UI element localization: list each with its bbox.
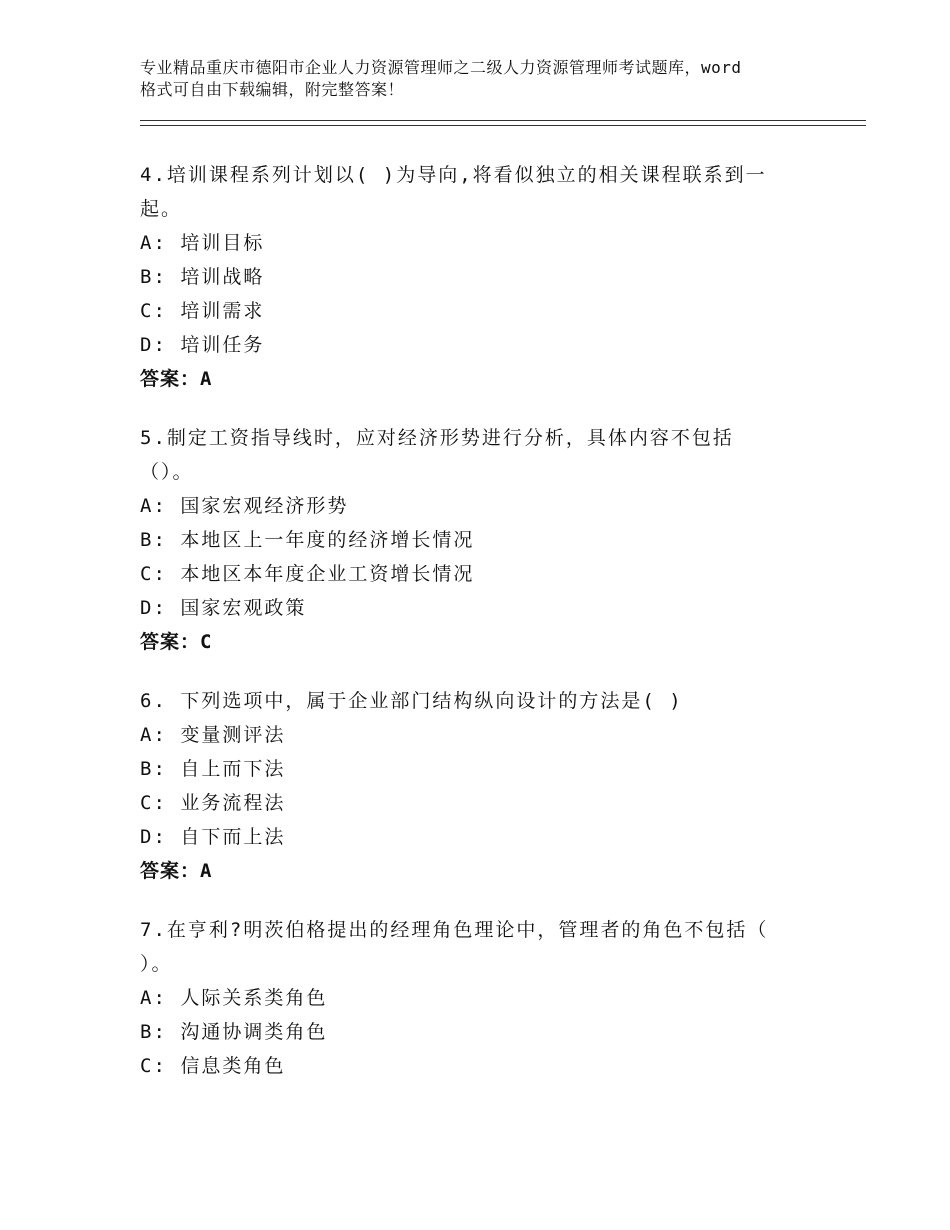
option-d: D: 国家宏观政策 <box>140 597 307 619</box>
question-4 <box>140 158 820 396</box>
option-b: B: 自上而下法 <box>140 758 286 780</box>
question-stem: 7.在亨利?明茨伯格提出的经理角色理论中，管理者的角色不包括（ <box>140 919 769 941</box>
question-list <box>140 158 820 1108</box>
question-6 <box>140 684 820 888</box>
option-c: C: 业务流程法 <box>140 792 286 814</box>
question-stem: 6. 下列选项中，属于企业部门结构纵向设计的方法是( ) <box>140 690 683 712</box>
header-divider <box>140 120 866 126</box>
option-a: A: 国家宏观经济形势 <box>140 495 349 517</box>
question-stem-continued: ）。 <box>140 953 173 975</box>
question-stem: 4.培训课程系列计划以( )为导向,将看似独立的相关课程联系到一 <box>140 164 767 186</box>
document-header <box>140 57 840 101</box>
question-stem-continued: （）。 <box>140 461 194 483</box>
question-stem-continued: 起。 <box>140 198 183 220</box>
answer-label: 答案：A <box>140 860 213 882</box>
option-d: D: 自下而上法 <box>140 826 286 848</box>
answer-label: 答案：C <box>140 631 213 653</box>
answer-label: 答案：A <box>140 368 213 390</box>
header-line-1: 专业精品重庆市德阳市企业人力资源管理师之二级人力资源管理师考试题库，word <box>140 58 742 77</box>
option-a: A: 人际关系类角色 <box>140 987 328 1009</box>
question-5 <box>140 421 820 659</box>
option-c: C: 信息类角色 <box>140 1055 286 1077</box>
question-stem: 5.制定工资指导线时，应对经济形势进行分析，具体内容不包括 <box>140 427 734 449</box>
header-line-2: 格式可自由下载编辑，附完整答案！ <box>140 80 405 99</box>
option-a: A: 变量测评法 <box>140 724 286 746</box>
option-b: B: 培训战略 <box>140 266 265 288</box>
option-d: D: 培训任务 <box>140 334 265 356</box>
option-a: A: 培训目标 <box>140 232 265 254</box>
option-b: B: 本地区上一年度的经济增长情况 <box>140 529 475 551</box>
option-c: C: 本地区本年度企业工资增长情况 <box>140 563 475 585</box>
question-7 <box>140 913 820 1083</box>
option-c: C: 培训需求 <box>140 300 265 322</box>
option-b: B: 沟通协调类角色 <box>140 1021 328 1043</box>
